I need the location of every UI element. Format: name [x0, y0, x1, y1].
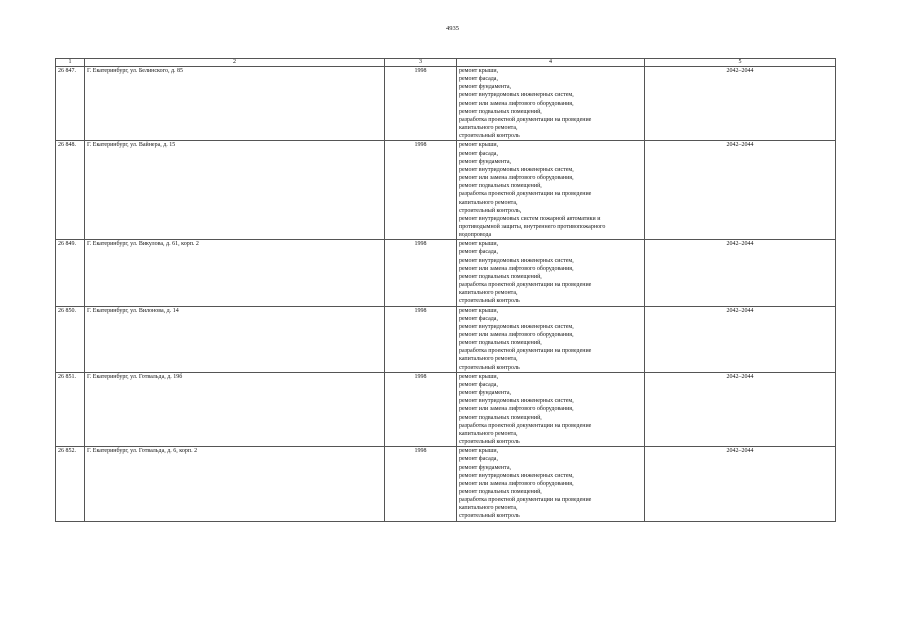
- page-number: 4935: [446, 25, 459, 32]
- row-year: 1998: [385, 447, 457, 521]
- table-row: [56, 141, 836, 240]
- row-number: 26 852.: [56, 447, 85, 521]
- work-item: ремонт фасада,: [459, 456, 498, 463]
- table-row: [56, 372, 836, 446]
- row-number: 26 849.: [56, 240, 85, 306]
- work-item: ремонт подвальных помещений,: [459, 273, 542, 280]
- work-item: строительный контроль: [459, 364, 520, 371]
- work-item: разработка проектной документации на проведение: [459, 348, 592, 355]
- work-item: ремонт крыши,: [459, 142, 499, 149]
- work-item: ремонт внутридомовых инженерных систем,: [459, 398, 574, 405]
- work-item: ремонт фасада,: [459, 76, 498, 83]
- work-item: ремонт подвальных помещений,: [459, 488, 542, 495]
- work-item: капитального ремонта,: [459, 290, 518, 297]
- work-item: ремонт фасада,: [459, 249, 498, 256]
- work-item: ремонт фундамента,: [459, 390, 511, 397]
- row-year: 1998: [385, 67, 457, 141]
- work-item: ремонт подвальных помещений,: [459, 108, 542, 115]
- work-item: ремонт крыши,: [459, 373, 499, 380]
- row-period: 2042–2044: [645, 240, 836, 306]
- work-item: строительный контроль: [459, 298, 520, 305]
- work-item: противодымной защиты, внутреннего противопожарного: [459, 223, 606, 230]
- work-item: строительный контроль: [459, 133, 520, 140]
- column-header-4: 4: [457, 59, 645, 67]
- row-year: 1998: [385, 306, 457, 372]
- column-header-2: 2: [85, 59, 385, 67]
- work-item: ремонт крыши,: [459, 307, 499, 314]
- work-item: ремонт крыши,: [459, 68, 499, 74]
- row-works-list: [457, 372, 645, 446]
- table-row: [56, 306, 836, 372]
- row-year: 1998: [385, 372, 457, 446]
- row-works-list: [457, 240, 645, 306]
- column-header-1: 1: [56, 59, 85, 67]
- row-period: 2042–2044: [645, 306, 836, 372]
- work-item: ремонт фасада,: [459, 150, 498, 157]
- work-item: ремонт внутридомовых инженерных систем,: [459, 166, 574, 173]
- row-address: Г. Екатеринбург, ул. Готвальда, д. 19б: [85, 372, 385, 446]
- work-item: ремонт или замена лифтового оборудования,: [459, 406, 574, 413]
- work-item: ремонт подвальных помещений,: [459, 183, 542, 190]
- row-year: 1998: [385, 240, 457, 306]
- row-works-list: [457, 141, 645, 240]
- work-item: ремонт или замена лифтового оборудования,: [459, 175, 574, 182]
- work-item: строительный контроль: [459, 439, 520, 446]
- work-item: ремонт внутридомовых инженерных систем,: [459, 257, 574, 264]
- work-item: капитального ремонта,: [459, 199, 518, 206]
- work-item: ремонт внутридомовых инженерных систем,: [459, 92, 574, 99]
- column-header-5: 5: [645, 59, 836, 67]
- work-item: ремонт фундамента,: [459, 158, 511, 165]
- work-item: ремонт фундамента,: [459, 464, 511, 471]
- work-item: капитального ремонта,: [459, 356, 518, 363]
- row-address: Г. Екатеринбург, ул. Вилонова, д. 14: [85, 306, 385, 372]
- work-item: ремонт фасада,: [459, 381, 498, 388]
- work-item: ремонт крыши,: [459, 241, 499, 248]
- work-item: ремонт подвальных помещений,: [459, 340, 542, 347]
- work-item: разработка проектной документации на проведение: [459, 422, 592, 429]
- table-header: [56, 59, 836, 67]
- work-item: ремонт внутридомовых инженерных систем,: [459, 323, 574, 330]
- row-period: 2042–2044: [645, 372, 836, 446]
- row-period: 2042–2044: [645, 67, 836, 141]
- row-works-list: [457, 306, 645, 372]
- column-header-3: 3: [385, 59, 457, 67]
- repair-program-table: [55, 58, 836, 522]
- work-item: ремонт или замена лифтового оборудования,: [459, 480, 574, 487]
- row-number: 26 848.: [56, 141, 85, 240]
- table-body: [56, 67, 836, 522]
- row-address: Г. Екатеринбург, ул. Викулова, д. 61, корп. 2: [85, 240, 385, 306]
- work-item: разработка проектной документации на проведение: [459, 497, 592, 504]
- work-item: строительный контроль: [459, 513, 520, 520]
- row-works-list: [457, 67, 645, 141]
- work-item: капитального ремонта,: [459, 505, 518, 512]
- work-item: ремонт фасада,: [459, 315, 498, 322]
- work-item: капитального ремонта,: [459, 430, 518, 437]
- row-address: Г. Екатеринбург, ул. Белинского, д. 85: [85, 67, 385, 141]
- work-item: ремонт или замена лифтового оборудования,: [459, 265, 574, 272]
- work-item: водопровода: [459, 232, 492, 239]
- row-address: Г. Екатеринбург, ул. Готвальда, д. 6, корп. 2: [85, 447, 385, 521]
- row-year: 1998: [385, 141, 457, 240]
- work-item: капитального ремонта,: [459, 125, 518, 132]
- row-number: 26 850.: [56, 306, 85, 372]
- work-item: разработка проектной документации на проведение: [459, 282, 592, 289]
- table-row: [56, 67, 836, 141]
- table-row: [56, 240, 836, 306]
- work-item: разработка проектной документации на проведение: [459, 116, 592, 123]
- row-number: 26 847.: [56, 67, 85, 141]
- work-item: ремонт фундамента,: [459, 84, 511, 91]
- row-number: 26 851.: [56, 372, 85, 446]
- work-item: ремонт внутридомовых систем пожарной автоматики и: [459, 215, 601, 222]
- work-item: разработка проектной документации на проведение: [459, 191, 592, 198]
- work-item: строительный контроль,: [459, 207, 522, 214]
- work-item: ремонт или замена лифтового оборудования,: [459, 100, 574, 107]
- row-period: 2042–2044: [645, 141, 836, 240]
- table-row: [56, 447, 836, 521]
- work-item: ремонт крыши,: [459, 448, 499, 455]
- header-row: [56, 59, 836, 67]
- work-item: ремонт внутридомовых инженерных систем,: [459, 472, 574, 479]
- row-period: 2042–2044: [645, 447, 836, 521]
- row-address: Г. Екатеринбург, ул. Вайнера, д. 15: [85, 141, 385, 240]
- row-works-list: [457, 447, 645, 521]
- work-item: ремонт или замена лифтового оборудования,: [459, 332, 574, 338]
- work-item: ремонт подвальных помещений,: [459, 414, 542, 421]
